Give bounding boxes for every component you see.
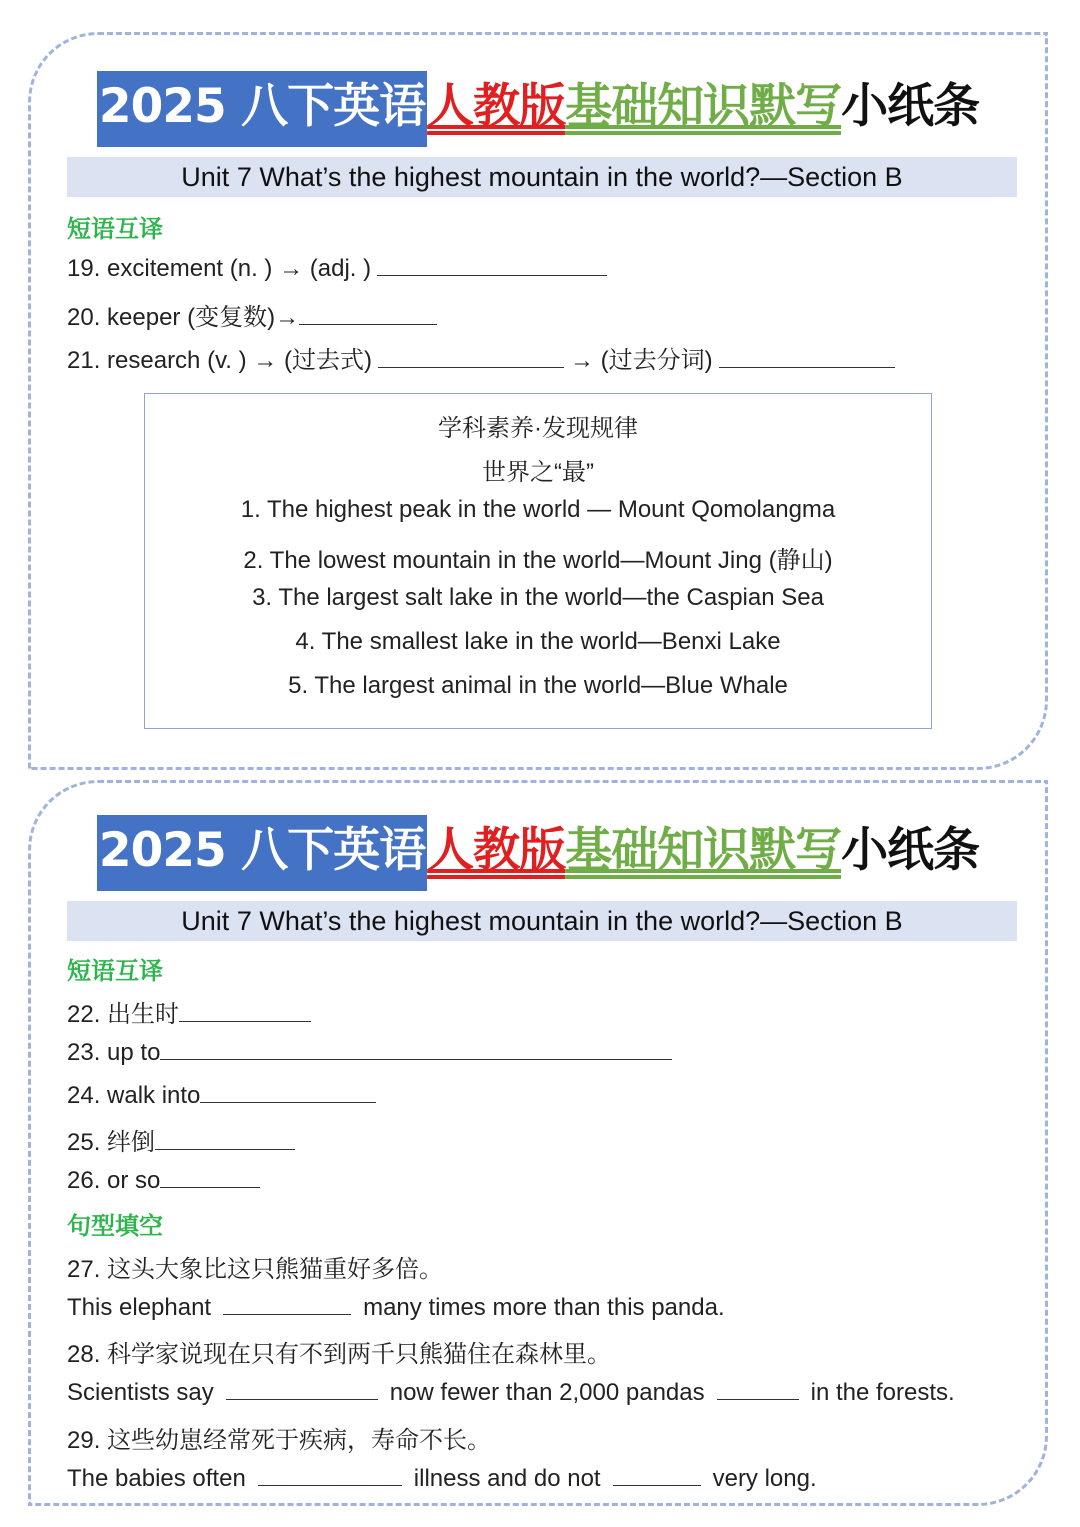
item-23-text: 23. up to bbox=[67, 1039, 161, 1066]
answer-blank-21-past[interactable] bbox=[378, 345, 564, 368]
item-19 bbox=[67, 253, 613, 283]
item-26-text: 26. or so bbox=[67, 1167, 161, 1194]
item-20 bbox=[67, 297, 443, 332]
sentence-29-part-a: The babies often bbox=[67, 1465, 246, 1492]
title-part-edition: 人教版 bbox=[427, 823, 566, 878]
title-part-grade: 2025 八下英语 bbox=[97, 71, 427, 147]
knowledge-box bbox=[144, 393, 932, 729]
item-22 bbox=[67, 994, 317, 1029]
answer-blank-19[interactable] bbox=[377, 253, 607, 276]
item-20-text: 20. keeper (变复数)→ bbox=[67, 304, 300, 331]
answer-blank-26[interactable] bbox=[160, 1165, 260, 1188]
item-19-text: 19. excitement (n. ) → (adj. ) bbox=[67, 255, 372, 282]
title-part-topic: 基础知识默写 bbox=[565, 823, 842, 878]
box-fact-5: 5. The largest animal in the world—Blue Whale bbox=[288, 672, 788, 699]
box-subheading: 世界之“最” bbox=[482, 459, 594, 486]
answer-blank-24[interactable] bbox=[200, 1080, 376, 1103]
item-21-text-b: → (过去分词) bbox=[569, 347, 713, 374]
sentence-29-part-c: very long. bbox=[712, 1465, 817, 1492]
title-part-edition: 人教版 bbox=[427, 79, 566, 134]
sentence-28-part-a: Scientists say bbox=[67, 1379, 214, 1406]
item-23 bbox=[67, 1037, 678, 1067]
sentence-27-part-b: many times more than this panda. bbox=[363, 1294, 725, 1321]
sentence-28-chinese: 28. 科学家说现在只有不到两千只熊猫住在森林里。 bbox=[67, 1341, 612, 1368]
answer-blank-29-a[interactable] bbox=[258, 1463, 402, 1486]
worksheet-card-1 bbox=[28, 32, 1048, 770]
sentence-29-english bbox=[67, 1463, 817, 1493]
box-fact-2: 2. The lowest mountain in the world—Mount Jing (静山) bbox=[243, 547, 833, 574]
answer-blank-29-b[interactable] bbox=[613, 1463, 701, 1486]
answer-blank-21-participle[interactable] bbox=[719, 345, 895, 368]
sentence-27-chinese: 27. 这头大象比这只熊猫重好多倍。 bbox=[67, 1256, 444, 1283]
unit-bar: Unit 7 What’s the highest mountain in the world?—Section B bbox=[67, 157, 1017, 197]
answer-blank-27[interactable] bbox=[223, 1292, 351, 1315]
item-25-text: 25. 绊倒 bbox=[67, 1129, 156, 1156]
answer-blank-28-b[interactable] bbox=[717, 1377, 799, 1400]
title-part-note: 小纸条 bbox=[841, 79, 980, 134]
sentence-29-chinese: 29. 这些幼崽经常死于疾病，寿命不长。 bbox=[67, 1427, 492, 1454]
title-part-topic: 基础知识默写 bbox=[565, 79, 842, 134]
answer-blank-25[interactable] bbox=[155, 1127, 295, 1150]
item-21 bbox=[67, 340, 901, 375]
box-heading: 学科素养·发现规律 bbox=[438, 415, 638, 442]
sentence-28-part-b: now fewer than 2,000 pandas bbox=[389, 1379, 705, 1406]
unit-bar: Unit 7 What’s the highest mountain in the world?—Section B bbox=[67, 901, 1017, 941]
item-21-text: 21. research (v. ) → (过去式) bbox=[67, 347, 372, 374]
item-24-text: 24. walk into bbox=[67, 1082, 201, 1109]
title-part-note: 小纸条 bbox=[841, 823, 980, 878]
item-24 bbox=[67, 1080, 382, 1110]
answer-blank-22[interactable] bbox=[179, 999, 311, 1022]
sentence-28-part-c: in the forests. bbox=[810, 1379, 955, 1406]
box-fact-1: 1. The highest peak in the world — Mount Qomolangma bbox=[240, 496, 836, 523]
answer-blank-23[interactable] bbox=[160, 1037, 672, 1060]
sentence-29-part-b: illness and do not bbox=[413, 1465, 601, 1492]
box-fact-3: 3. The largest salt lake in the world—the Caspian Sea bbox=[252, 584, 824, 611]
sentence-27-part-a: This elephant bbox=[67, 1294, 212, 1321]
worksheet-card-2 bbox=[28, 780, 1048, 1506]
item-25 bbox=[67, 1122, 301, 1157]
item-26 bbox=[67, 1165, 266, 1195]
card-1-title bbox=[31, 71, 1045, 147]
sentence-27-english bbox=[67, 1292, 725, 1322]
answer-blank-20[interactable] bbox=[299, 302, 437, 325]
card-2-title bbox=[31, 815, 1045, 891]
box-fact-4: 4. The smallest lake in the world—Benxi Lake bbox=[295, 628, 781, 655]
item-22-text: 22. 出生时 bbox=[67, 1001, 180, 1028]
section-heading-sentences: 句型填空 bbox=[67, 1212, 163, 1240]
title-part-grade: 2025 八下英语 bbox=[97, 815, 427, 891]
sentence-28-english bbox=[67, 1377, 955, 1407]
section-heading-phrases: 短语互译 bbox=[67, 957, 163, 985]
section-heading-phrases: 短语互译 bbox=[67, 215, 163, 243]
answer-blank-28-a[interactable] bbox=[226, 1377, 378, 1400]
